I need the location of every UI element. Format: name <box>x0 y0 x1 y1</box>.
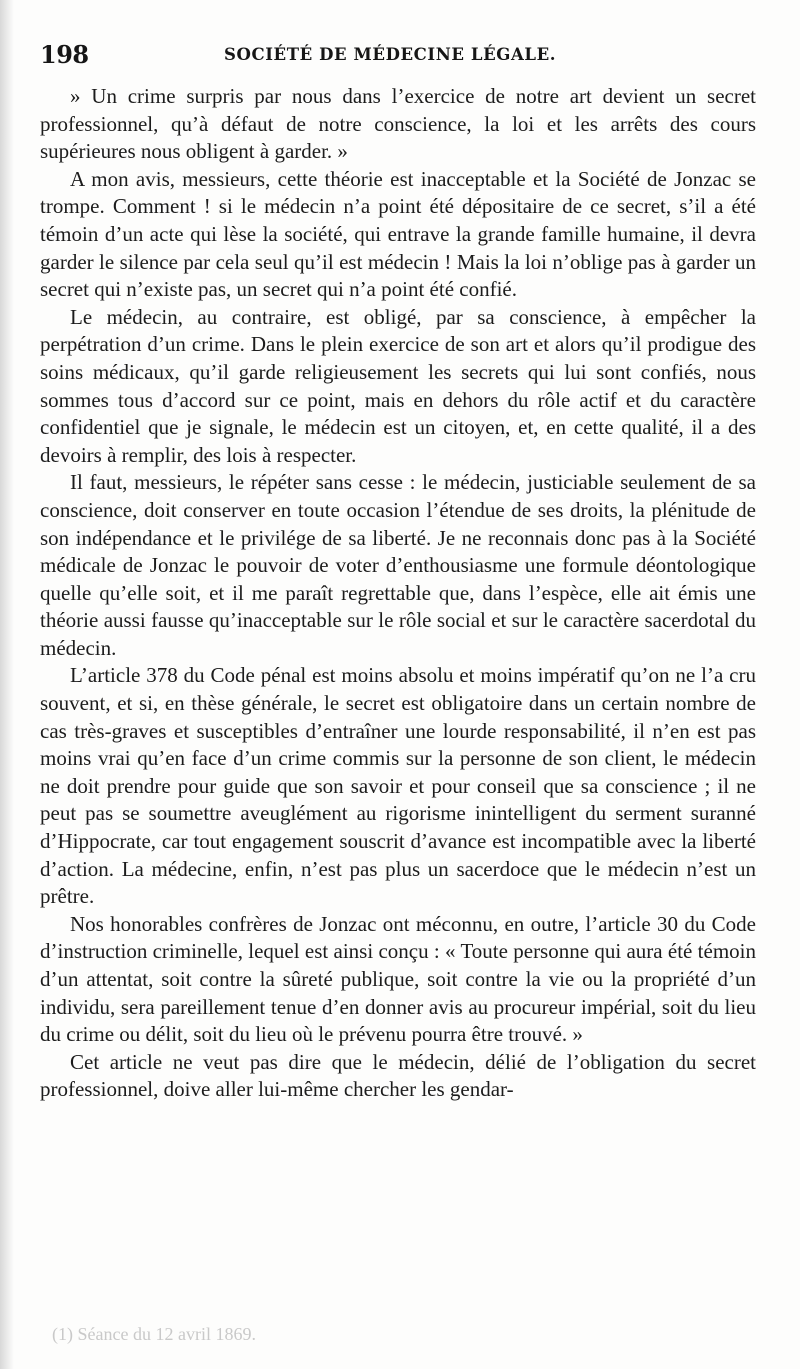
page-number: 198 <box>40 40 89 69</box>
paragraph: A mon avis, messieurs, cette théorie est inacceptable et la Société de Jonzac se trompe. Comment ! si le médecin n’a point été dépositaire de ce secret, s’il a été témoin d’un acte qui lèse la société, qui entrave la grande famille humaine, il devra garder le silence par cela seul qu’il est médecin ! Mais la loi n’oblige pas à garder un secret qui n’existe pas, un secret qui n’a point été confié. <box>40 166 756 302</box>
paragraph: L’article 378 du Code pénal est moins absolu et moins impératif qu’on ne l’a cru souvent, et si, en thèse générale, le secret est obligatoire dans un certain nombre de cas très-graves et susceptibles d’entraîner une lourde responsabilité, il n’en est pas moins vrai qu’en face d’un crime commis sur la personne de son client, le médecin ne doit prendre pour guide que son savoir et pour conseil que sa conscience ; il ne peut pas se soumettre aveuglément au rigorisme inintelligent du serment suranné d’Hippocrate, car tout engagement souscrit d’avance est incompatible avec la liberté d’action. La médecine, enfin, n’est pas plus un sacerdoce que le médecin n’est un prêtre. <box>40 663 756 909</box>
page-gutter-shadow <box>0 0 14 1369</box>
footnote-bleedthrough: (1) Séance du 12 avril 1869. <box>52 1324 256 1344</box>
paragraph: Nos honorables confrères de Jonzac ont méconnu, en outre, l’article 30 du Code d’instruction criminelle, lequel est ainsi conçu : « Toute personne qui aura été témoin d’un attentat, soit contre la sûreté publique, soit contre la vie ou la propriété d’un individu, sera pareillement tenue d’en donner avis au procureur impérial, soit du lieu du crime ou délit, soit du lieu où le prévenu pourra être trouvé. » <box>40 911 756 1047</box>
paragraph: Cet article ne veut pas dire que le médecin, délié de l’obligation du secret professionnel, doive aller lui-même chercher les gendar- <box>40 1049 756 1102</box>
running-head <box>40 40 780 76</box>
paragraph-quote-end: » Un crime surpris par nous dans l’exercice de notre art devient un secret professionnel, qu’à défaut de notre conscience, la loi et les arrêts des cours supérieures nous obligent à garder. » <box>40 84 756 164</box>
paragraph: Il faut, messieurs, le répéter sans cesse : le médecin, justiciable seulement de sa conscience, doit conserver en toute occasion l’étendue de ses droits, la plénitude de son indépendance et le privilége de sa liberté. Je ne reconnais donc pas à la Société médicale de Jonzac le pouvoir de voter d’enthousiasme une formule déontologique quelle qu’elle soit, et il me paraît regrettable que, dans l’espèce, elle ait émis une théorie aussi fausse qu’inacceptable sur le rôle social et sur le caractère sacerdotal du médecin. <box>40 470 756 660</box>
paragraph: Le médecin, au contraire, est obligé, par sa conscience, à empêcher la perpétration d’un crime. Dans le plein exercice de son art et alors qu’il prodigue des soins médicaux, qu’il garde religieusement les secrets qui lui sont confiés, nous sommes tous d’accord sur ce point, mais en dehors du rôle actif et du caractère confidentiel que je signale, le médecin est un citoyen, et, en cette qualité, il a des devoirs à remplir, des lois à respecter. <box>40 304 756 467</box>
body-text <box>40 83 756 1104</box>
running-head-title: SOCIÉTÉ DE MÉDECINE LÉGALE. <box>224 45 557 64</box>
